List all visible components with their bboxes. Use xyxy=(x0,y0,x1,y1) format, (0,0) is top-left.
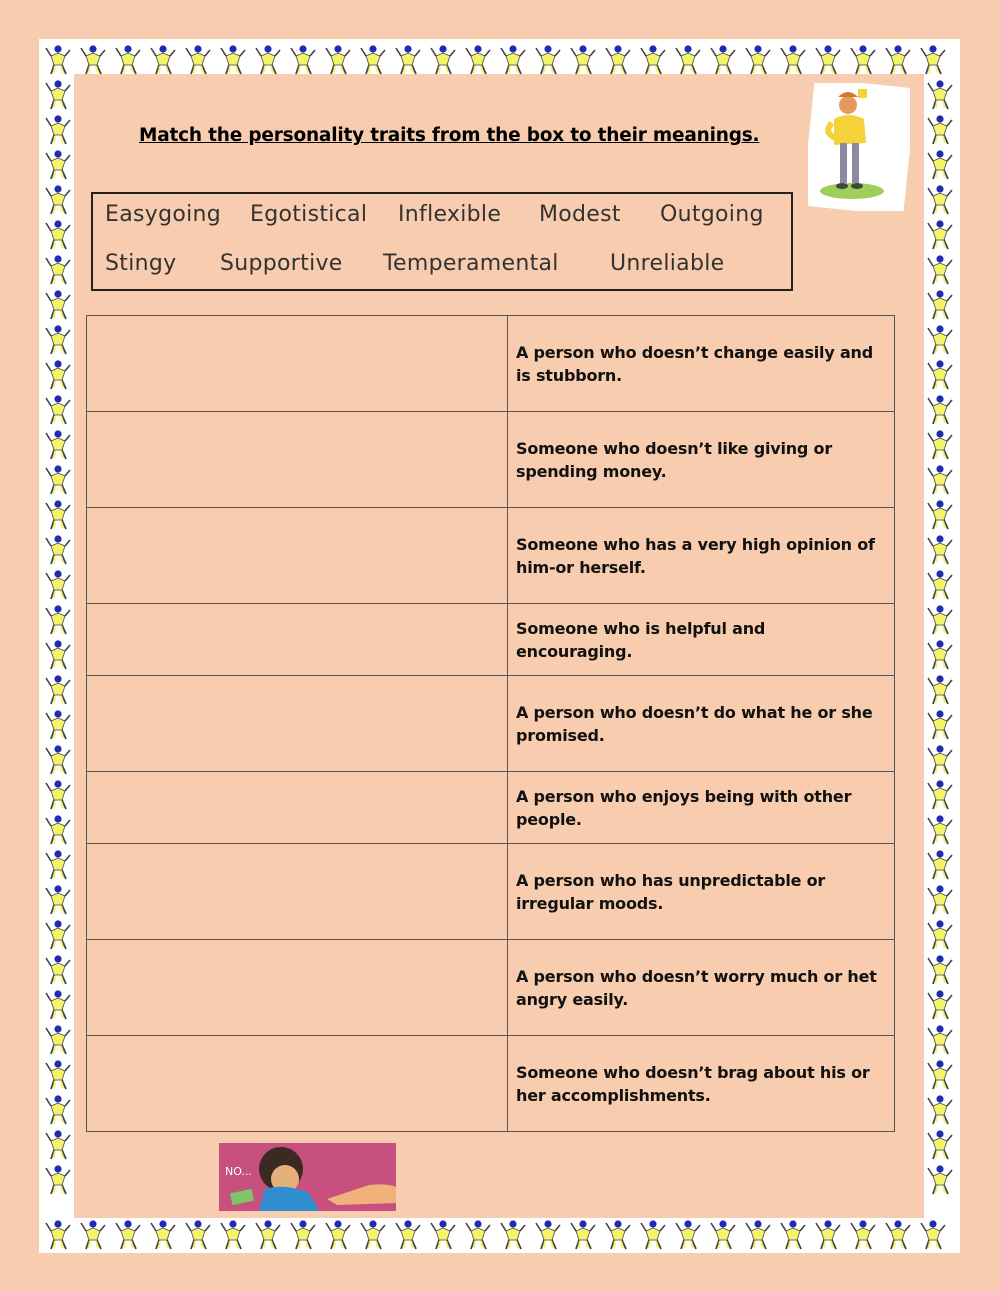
dancing-figure-icon xyxy=(925,1129,955,1161)
dancing-figure-icon xyxy=(78,44,108,76)
table-row xyxy=(87,772,895,844)
dancing-figure-icon xyxy=(78,1219,108,1251)
answer-cell[interactable] xyxy=(87,772,508,844)
dancing-figure-icon xyxy=(848,1219,878,1251)
dancing-figure-icon xyxy=(253,1219,283,1251)
dancing-figure-icon xyxy=(848,44,878,76)
dancing-figure-icon xyxy=(43,779,73,811)
table-row xyxy=(87,1036,895,1132)
dancing-figure-icon xyxy=(323,1219,353,1251)
dancing-figure-icon xyxy=(925,1094,955,1126)
dancing-figure-icon xyxy=(603,44,633,76)
answer-cell[interactable] xyxy=(87,316,508,412)
dancing-figure-icon xyxy=(113,44,143,76)
word-stingy: Stingy xyxy=(105,251,177,276)
dancing-figure-icon xyxy=(743,44,773,76)
no-caption: NO... xyxy=(225,1165,252,1178)
dancing-figure-icon xyxy=(813,44,843,76)
dancing-figure-icon xyxy=(925,184,955,216)
answer-cell[interactable] xyxy=(87,844,508,940)
dancing-figure-icon xyxy=(925,919,955,951)
dancing-figure-icon xyxy=(925,324,955,356)
answer-cell[interactable] xyxy=(87,676,508,772)
dancing-figure-icon xyxy=(113,1219,143,1251)
dancing-figure-icon xyxy=(43,1094,73,1126)
dancing-figure-icon xyxy=(925,709,955,741)
dancing-figure-icon xyxy=(925,79,955,111)
definition-cell: A person who has unpredictable or irregular moods. xyxy=(508,844,895,940)
dancing-figure-icon xyxy=(43,359,73,391)
word-easygoing: Easygoing xyxy=(105,202,222,227)
dancing-figure-icon xyxy=(673,1219,703,1251)
dancing-figure-icon xyxy=(925,744,955,776)
dancing-figure-icon xyxy=(925,674,955,706)
dancing-figure-icon xyxy=(43,1059,73,1091)
dancing-figure-icon xyxy=(925,1164,955,1196)
dancing-figure-icon xyxy=(43,79,73,111)
dancing-figure-icon xyxy=(43,1024,73,1056)
dancing-figure-icon xyxy=(288,44,318,76)
dancing-figure-icon xyxy=(43,464,73,496)
stingy-illustration xyxy=(219,1143,396,1211)
matching-table xyxy=(86,315,895,1132)
dancing-figure-icon xyxy=(603,1219,633,1251)
dancing-figure-icon xyxy=(925,429,955,461)
dancing-figure-icon xyxy=(883,1219,913,1251)
dancing-figure-icon xyxy=(43,954,73,986)
dancing-figure-icon xyxy=(43,1219,73,1251)
dancing-figure-icon xyxy=(288,1219,318,1251)
dancing-figure-icon xyxy=(43,744,73,776)
dancing-figure-icon xyxy=(925,289,955,321)
dancing-figure-icon xyxy=(925,1024,955,1056)
dancing-figure-icon xyxy=(148,44,178,76)
dancing-figure-icon xyxy=(463,1219,493,1251)
dancing-figure-icon xyxy=(918,1219,948,1251)
dancing-figure-icon xyxy=(925,499,955,531)
word-unreliable: Unreliable xyxy=(610,251,725,276)
dancing-figure-icon xyxy=(708,44,738,76)
table-row xyxy=(87,604,895,676)
dancing-figure-icon xyxy=(925,569,955,601)
dancing-figure-icon xyxy=(925,394,955,426)
answer-cell[interactable] xyxy=(87,1036,508,1132)
word-temperamental: Temperamental xyxy=(383,251,559,276)
page-title: Match the personality traits from the box to their meanings. xyxy=(139,125,760,146)
dancing-figure-icon xyxy=(218,1219,248,1251)
dancing-figure-icon xyxy=(43,814,73,846)
dancing-figure-icon xyxy=(925,639,955,671)
dancing-figure-icon xyxy=(925,359,955,391)
dancing-figure-icon xyxy=(925,219,955,251)
dancing-figure-icon xyxy=(43,149,73,181)
definition-cell: Someone who has a very high opinion of him-or herself. xyxy=(508,508,895,604)
dancing-figure-icon xyxy=(533,1219,563,1251)
dancing-figure-icon xyxy=(358,44,388,76)
dancing-figure-icon xyxy=(43,254,73,286)
dancing-figure-icon xyxy=(43,114,73,146)
dancing-figure-icon xyxy=(925,1059,955,1091)
dancing-figure-icon xyxy=(883,44,913,76)
dancing-figure-icon xyxy=(925,849,955,881)
definition-cell: Someone who doesn’t like giving or spending money. xyxy=(508,412,895,508)
dancing-figure-icon xyxy=(638,44,668,76)
dancing-figure-icon xyxy=(43,289,73,321)
dancing-figure-icon xyxy=(498,1219,528,1251)
dancing-figure-icon xyxy=(43,919,73,951)
dancing-figure-icon xyxy=(743,1219,773,1251)
dancing-figure-icon xyxy=(43,394,73,426)
dancing-figure-icon xyxy=(925,604,955,636)
definition-cell: A person who doesn’t worry much or het angry easily. xyxy=(508,940,895,1036)
dancing-figure-icon xyxy=(533,44,563,76)
table-row xyxy=(87,316,895,412)
dancing-figure-icon xyxy=(43,184,73,216)
dancing-figure-icon xyxy=(43,324,73,356)
dancing-figure-icon xyxy=(925,254,955,286)
dancing-figure-icon xyxy=(463,44,493,76)
table-row xyxy=(87,412,895,508)
dancing-figure-icon xyxy=(393,44,423,76)
table-row xyxy=(87,508,895,604)
answer-cell[interactable] xyxy=(87,412,508,508)
word-egotistical: Egotistical xyxy=(250,202,368,227)
dancing-figure-icon xyxy=(43,44,73,76)
dancing-figure-icon xyxy=(925,464,955,496)
dancing-figure-icon xyxy=(673,44,703,76)
dancing-figure-icon xyxy=(43,429,73,461)
dancing-figure-icon xyxy=(253,44,283,76)
dancing-figure-icon xyxy=(43,1164,73,1196)
dancing-figure-icon xyxy=(323,44,353,76)
answer-cell[interactable] xyxy=(87,604,508,676)
dancing-figure-icon xyxy=(43,499,73,531)
table-row xyxy=(87,676,895,772)
dancing-figure-icon xyxy=(43,639,73,671)
definition-cell: A person who enjoys being with other people. xyxy=(508,772,895,844)
dancing-figure-icon xyxy=(925,814,955,846)
dancing-figure-icon xyxy=(43,1129,73,1161)
dancing-figure-icon xyxy=(925,534,955,566)
dancing-figure-icon xyxy=(918,44,948,76)
word-outgoing: Outgoing xyxy=(660,202,764,227)
dancing-figure-icon xyxy=(218,44,248,76)
word-modest: Modest xyxy=(539,202,621,227)
dancing-figure-icon xyxy=(43,674,73,706)
dancing-figure-icon xyxy=(778,1219,808,1251)
answer-cell[interactable] xyxy=(87,508,508,604)
dancing-figure-icon xyxy=(568,44,598,76)
dancing-figure-icon xyxy=(43,534,73,566)
dancing-figure-icon xyxy=(183,44,213,76)
definition-cell: Someone who is helpful and encouraging. xyxy=(508,604,895,676)
word-supportive: Supportive xyxy=(220,251,343,276)
dancing-figure-icon xyxy=(43,604,73,636)
man-illustration xyxy=(808,83,910,211)
dancing-figure-icon xyxy=(638,1219,668,1251)
dancing-figure-icon xyxy=(428,44,458,76)
dancing-figure-icon xyxy=(428,1219,458,1251)
dancing-figure-icon xyxy=(925,954,955,986)
dancing-figure-icon xyxy=(925,114,955,146)
dancing-figure-icon xyxy=(183,1219,213,1251)
word-inflexible: Inflexible xyxy=(398,202,502,227)
dancing-figure-icon xyxy=(358,1219,388,1251)
dancing-figure-icon xyxy=(148,1219,178,1251)
dancing-figure-icon xyxy=(568,1219,598,1251)
definition-cell: A person who doesn’t change easily and is stubborn. xyxy=(508,316,895,412)
dancing-figure-icon xyxy=(43,849,73,881)
dancing-figure-icon xyxy=(43,989,73,1021)
dancing-figure-icon xyxy=(813,1219,843,1251)
table-row xyxy=(87,940,895,1036)
word-box xyxy=(91,192,793,291)
dancing-figure-icon xyxy=(393,1219,423,1251)
dancing-figure-icon xyxy=(43,569,73,601)
definition-cell: A person who doesn’t do what he or she promised. xyxy=(508,676,895,772)
dancing-figure-icon xyxy=(925,149,955,181)
dancing-figure-icon xyxy=(925,884,955,916)
dancing-figure-icon xyxy=(778,44,808,76)
answer-cell[interactable] xyxy=(87,940,508,1036)
dancing-figure-icon xyxy=(43,884,73,916)
dancing-figure-icon xyxy=(43,709,73,741)
dancing-figure-icon xyxy=(925,779,955,811)
dancing-figure-icon xyxy=(708,1219,738,1251)
dancing-figure-icon xyxy=(925,989,955,1021)
definition-cell: Someone who doesn’t brag about his or her accomplishments. xyxy=(508,1036,895,1132)
dancing-figure-icon xyxy=(498,44,528,76)
table-row xyxy=(87,844,895,940)
dancing-figure-icon xyxy=(43,219,73,251)
